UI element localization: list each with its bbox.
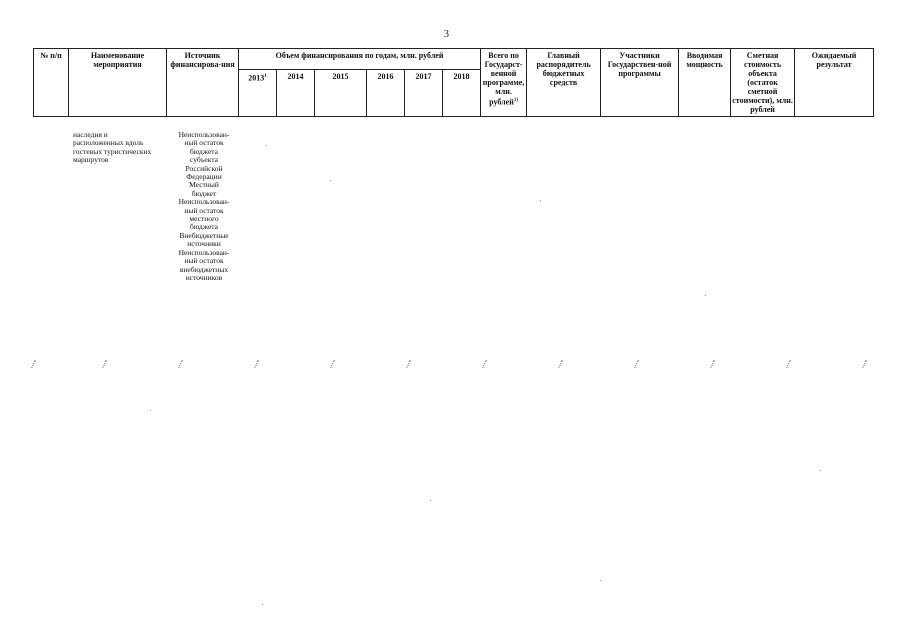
source-line: Внебюджетные: [179, 230, 229, 240]
scan-mark: [102, 360, 108, 368]
header-year-2013: [239, 70, 277, 117]
source-line: источников: [185, 272, 223, 282]
scan-speck: [266, 145, 267, 146]
header-year-2013-text: 2013: [248, 74, 265, 84]
source-line: бюджета: [190, 222, 218, 232]
scan-speck: [150, 410, 151, 411]
funding-table: [33, 48, 874, 117]
source-line: источники: [187, 239, 221, 249]
source-line: субъекта: [190, 155, 218, 165]
scan-mark: [786, 360, 792, 368]
measure-name-line: расположенных вдоль: [73, 138, 144, 148]
header-total-note: 1): [513, 98, 518, 103]
scan-mark: [862, 360, 868, 368]
measure-name-cell: [73, 131, 165, 165]
header-year-2014: 2014: [277, 70, 315, 117]
header-estimate: Сметная стоимость объекта (остаток сметной стоимости), млн. рублей: [731, 49, 795, 117]
source-line: Местный: [189, 180, 219, 190]
header-name: Наименование мероприятия: [69, 49, 167, 117]
scan-speck: [262, 604, 263, 605]
scan-mark: [558, 360, 564, 368]
scan-speck: [600, 580, 601, 581]
source-line: Неиспользован-: [178, 130, 230, 139]
header-total: [481, 49, 527, 117]
source-line: Неиспользован-: [178, 197, 230, 207]
scan-speck: [430, 500, 431, 501]
scan-mark: [482, 360, 488, 368]
source-line: бюджета: [190, 146, 218, 156]
scan-mark: [254, 360, 260, 368]
header-main-manager: Главный распорядитель бюджетных средств: [527, 49, 601, 117]
header-year-2016: 2016: [367, 70, 405, 117]
funding-source-cell: [168, 131, 240, 282]
scan-speck: [705, 295, 706, 296]
scan-mark: [178, 360, 184, 368]
header-year-2017: 2017: [405, 70, 443, 117]
header-year-2015: 2015: [315, 70, 367, 117]
scan-speck: [330, 180, 331, 181]
header-source: Источник финансирова-ния: [167, 49, 239, 117]
scan-speck: [540, 200, 541, 201]
scan-mark: [31, 360, 37, 368]
source-line: ный остаток: [184, 205, 224, 215]
scan-mark: [710, 360, 716, 368]
source-line: ный остаток: [184, 256, 224, 266]
header-year-2018: 2018: [443, 70, 481, 117]
source-line: Федерации: [186, 172, 222, 182]
header-participants: Участники Государствен-ной программы: [601, 49, 679, 117]
scan-mark: [634, 360, 640, 368]
measure-name-line: гостевых туристических: [73, 146, 152, 156]
header-capacity: Вводимая мощность: [679, 49, 731, 117]
measure-name-line: наследия и: [73, 130, 108, 139]
source-line: внебюджетных: [179, 264, 229, 274]
source-line: бюджет: [191, 188, 217, 198]
scan-mark: [330, 360, 336, 368]
source-line: местного: [189, 214, 219, 224]
page-number: 3: [444, 29, 449, 40]
header-num: № п/п: [34, 49, 69, 117]
measure-name-line: маршрутов: [73, 155, 109, 165]
header-result: Ожидаемый результат: [795, 49, 874, 117]
source-line: Неиспользован-: [178, 247, 230, 257]
header-funding-group: Объем финансирования по годам, млн. рублей: [239, 49, 481, 70]
header-year-note: 1: [264, 74, 267, 80]
header-total-text: Всего по Государст-венной программе, млн. рублей: [482, 51, 525, 107]
source-line: ный остаток: [184, 138, 224, 148]
scan-speck: [820, 470, 821, 471]
scan-mark: [406, 360, 412, 368]
source-line: Российской: [185, 163, 223, 173]
